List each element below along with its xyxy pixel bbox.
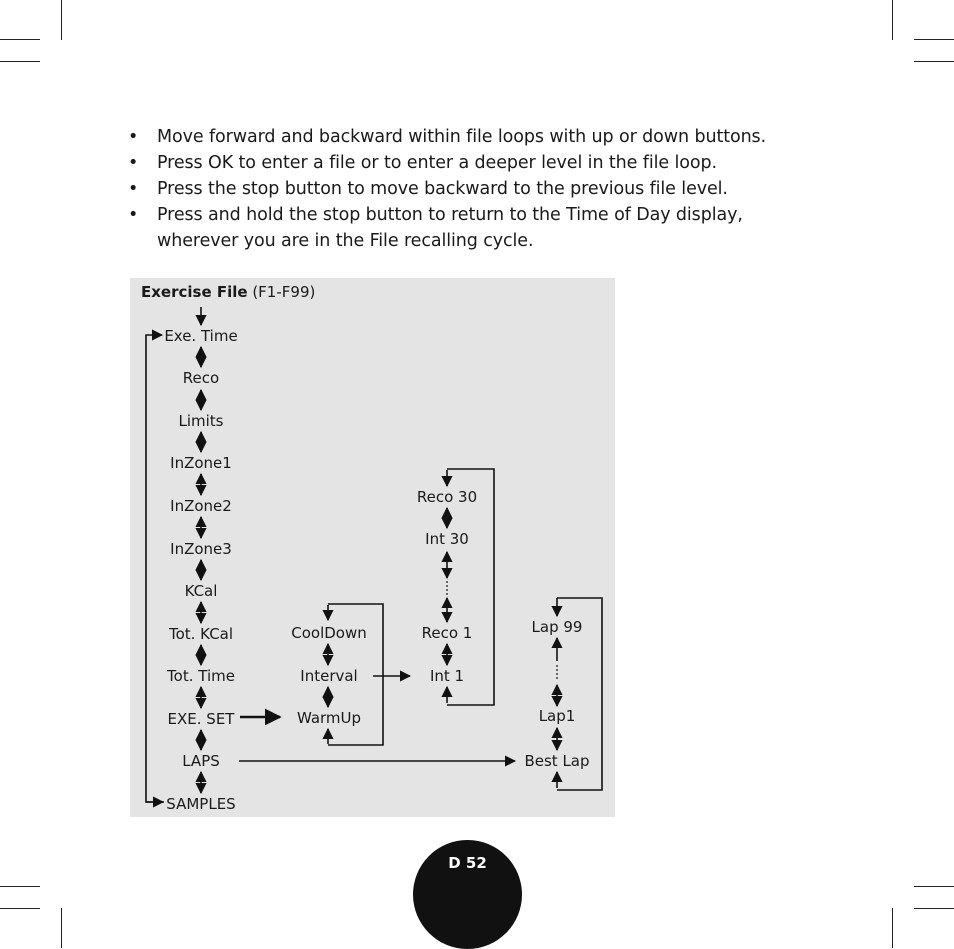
instruction-item: • Press OK to enter a file or to enter a deeper level in the file loop. xyxy=(128,153,717,173)
menu-warmup: WarmUp xyxy=(296,709,362,727)
menu-reco: Reco xyxy=(182,369,220,387)
instruction-item: • Press the stop button to move backward to the previous file level. xyxy=(128,179,728,199)
instruction-item: • Press and hold the stop button to return to the Time of Day display, wherever you are in the File recalling cycle. xyxy=(128,205,743,251)
menu-interval: Interval xyxy=(300,667,358,685)
page-number-badge xyxy=(413,840,522,949)
menu-reco-1: Reco 1 xyxy=(421,624,473,642)
menu-best-lap: Best Lap xyxy=(524,752,590,770)
menu-tot-kcal: Tot. KCal xyxy=(168,625,234,643)
menu-kcal: KCal xyxy=(184,582,218,600)
menu-lap1: Lap1 xyxy=(538,707,576,725)
menu-samples: SAMPLES xyxy=(166,795,236,813)
menu-int-1: Int 1 xyxy=(429,667,465,685)
menu-laps: LAPS xyxy=(182,752,220,770)
menu-exe-set: EXE. SET xyxy=(167,710,235,728)
instruction-item: • Move forward and backward within file loops with up or down buttons. xyxy=(128,127,767,147)
menu-reco-30: Reco 30 xyxy=(416,488,478,506)
page-number: D 52 xyxy=(448,854,487,872)
menu-inzone1: InZone1 xyxy=(170,454,232,472)
menu-inzone2: InZone2 xyxy=(170,497,232,515)
menu-tot-time: Tot. Time xyxy=(167,667,235,685)
menu-int-30: Int 30 xyxy=(425,530,469,548)
diagram-title: Exercise File (F1-F99) xyxy=(141,283,316,301)
menu-inzone3: InZone3 xyxy=(170,540,232,558)
menu-lap-99: Lap 99 xyxy=(531,618,583,636)
menu-exe-time: Exe. Time xyxy=(164,327,238,345)
menu-cooldown: CoolDown xyxy=(291,624,367,642)
menu-limits: Limits xyxy=(178,412,224,430)
